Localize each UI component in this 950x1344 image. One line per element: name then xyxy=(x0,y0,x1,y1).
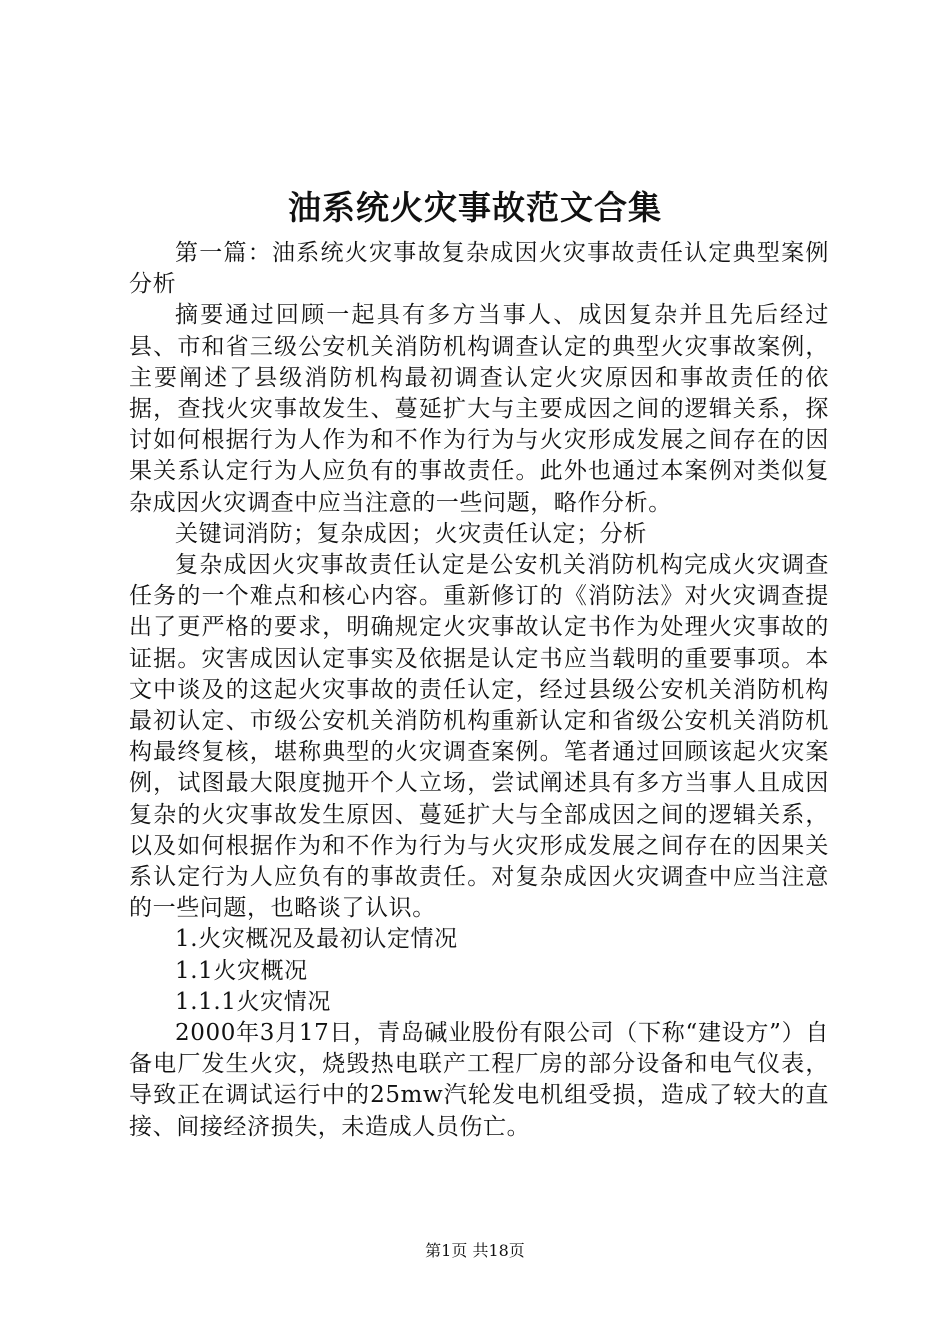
heading-section-1: 1.火灾概况及最初认定情况 xyxy=(175,926,458,953)
heading-section-1-1-1: 1.1.1火灾情况 xyxy=(175,988,331,1015)
paragraph-keywords: 关键词消防；复杂成因；火灾责任认定；分析 xyxy=(175,520,647,547)
heading-section-1-1: 1.1火灾概况 xyxy=(175,957,308,984)
paragraph-introduction: 复杂成因火灾事故责任认定是公安机关消防机构完成火灾调查任务的一个难点和核心内容。重新修订的《消防法》对火灾调查提出了更严格的要求，明确规定火灾事故认定书作为处理火灾事故的证据。灾害成因认定事实及依据是认定书应当载明的重要事项。本文中谈及的这起火灾事故的责任认定，经过县级公安机关消防机构最初认定、市级公安机关消防机构重新认定和省级公安机关消防机构最终复核，堪称典型的火灾调查案例。笔者通过回顾该起火灾案例，试图最大限度抛开个人立场，尝试阐述具有多方当事人且成因复杂的火灾事故发生原因、蔓延扩大与全部成因之间的逻辑关系，以及如何根据作为和不作为行为与火灾形成发展之间存在的因果关系认定行为人应负有的事故责任。对复杂成因火灾调查中应当注意的一些问题，也略谈了认识。 xyxy=(129,552,829,922)
paragraph-section-heading: 第一篇：油系统火灾事故复杂成因火灾事故责任认定典型案例分析 xyxy=(129,240,829,298)
page-number-footer: 第1页 共18页 xyxy=(425,1241,525,1260)
paragraph-fire-details: 2000年3月17日，青岛碱业股份有限公司（下称“建设方”）自备电厂发生火灾，烧毁热电联产工程厂房的部分设备和电气仪表，导致正在调试运行中的25mw汽轮发电机组受损，造成了较大的直接、间接经济损失，未造成人员伤亡。 xyxy=(129,1020,829,1140)
document-body xyxy=(129,238,829,1143)
paragraph-abstract: 摘要通过回顾一起具有多方当事人、成因复杂并且先后经过县、市和省三级公安机关消防机构调查认定的典型火灾事故案例，主要阐述了县级消防机构最初调查认定火灾原因和事故责任的依据，查找火灾事故发生、蔓延扩大与主要成因之间的逻辑关系，探讨如何根据行为人作为和不作为行为与火灾形成发展之间存在的因果关系认定行为人应负有的事故责任。此外也通过本案例对类似复杂成因火灾调查中应当注意的一些问题，略作分析。 xyxy=(129,302,829,516)
document-title: 油系统火灾事故范文合集 xyxy=(288,188,662,227)
